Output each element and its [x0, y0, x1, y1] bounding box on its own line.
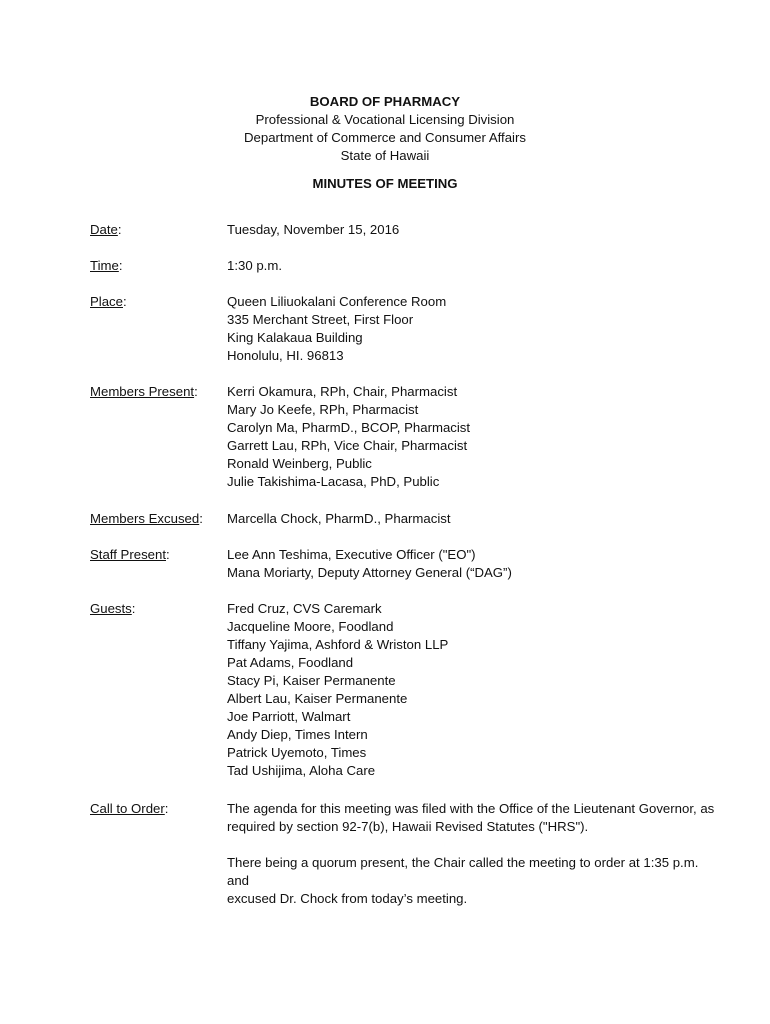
time-label: Time: [90, 258, 123, 273]
member-item: Julie Takishima-Lacasa, PhD, Public [227, 474, 440, 489]
member-item: Carolyn Ma, PharmD., BCOP, Pharmacist [227, 420, 471, 435]
place-line: King Kalakaua Building [227, 330, 363, 345]
place-label: Place: [90, 294, 127, 309]
paragraph-line: There being a quorum present, the Chair called the meeting to order at 1:35 p.m. and [227, 855, 699, 888]
paragraph-line: excused Dr. Chock from today’s meeting. [227, 891, 468, 906]
place-value [227, 293, 717, 365]
guest-item: Fred Cruz, CVS Caremark [227, 601, 382, 616]
member-item: Kerri Okamura, RPh, Chair, Pharmacist [227, 384, 458, 399]
paragraph [227, 854, 717, 908]
guest-item: Joe Parriott, Walmart [227, 709, 351, 724]
guest-item: Tad Ushijima, Aloha Care [227, 763, 376, 778]
staff-present-label: Staff Present: [90, 547, 170, 562]
member-item: Ronald Weinberg, Public [227, 456, 372, 471]
guest-item: Albert Lau, Kaiser Permanente [227, 691, 408, 706]
place-line: Queen Liliuokalani Conference Room [227, 294, 447, 309]
place-line: Honolulu, HI. 96813 [227, 348, 344, 363]
document-header [0, 93, 770, 193]
time-value: 1:30 p.m. [227, 258, 282, 273]
guest-item: Stacy Pi, Kaiser Permanente [227, 673, 396, 688]
guest-item: Tiffany Yajima, Ashford & Wriston LLP [227, 637, 449, 652]
staff-present-list [227, 546, 717, 582]
staff-item: Mana Moriarty, Deputy Attorney General (“DAG”) [227, 565, 512, 580]
staff-item: Lee Ann Teshima, Executive Officer ("EO") [227, 547, 476, 562]
member-item: Garrett Lau, RPh, Vice Chair, Pharmacist [227, 438, 468, 453]
date-value: Tuesday, November 15, 2016 [227, 222, 400, 237]
date-label: Date: [90, 222, 122, 237]
guest-item: Andy Diep, Times Intern [227, 727, 368, 742]
members-excused-label: Members Excused: [90, 511, 203, 526]
state-line: State of Hawaii [340, 148, 430, 163]
minutes-heading: MINUTES OF MEETING [312, 176, 458, 191]
guests-label: Guests: [90, 601, 136, 616]
members-excused-value: Marcella Chock, PharmD., Pharmacist [227, 511, 451, 526]
members-present-label: Members Present: [90, 384, 198, 399]
paragraph-line: required by section 92-7(b), Hawaii Revised Statutes ("HRS"). [227, 819, 589, 834]
department-line: Department of Commerce and Consumer Affairs [244, 130, 526, 145]
guest-item: Pat Adams, Foodland [227, 655, 354, 670]
guests-list [227, 600, 717, 780]
guest-item: Jacqueline Moore, Foodland [227, 619, 394, 634]
paragraph-line: The agenda for this meeting was filed with the Office of the Lieutenant Governor, as [227, 801, 715, 816]
board-title: BOARD OF PHARMACY [309, 94, 461, 109]
member-item: Mary Jo Keefe, RPh, Pharmacist [227, 402, 419, 417]
paragraph [227, 800, 717, 836]
division-line: Professional & Vocational Licensing Division [255, 112, 515, 127]
members-present-list [227, 383, 717, 491]
call-to-order-label: Call to Order: [90, 801, 169, 816]
call-to-order-text [227, 800, 717, 908]
guest-item: Patrick Uyemoto, Times [227, 745, 367, 760]
place-line: 335 Merchant Street, First Floor [227, 312, 414, 327]
